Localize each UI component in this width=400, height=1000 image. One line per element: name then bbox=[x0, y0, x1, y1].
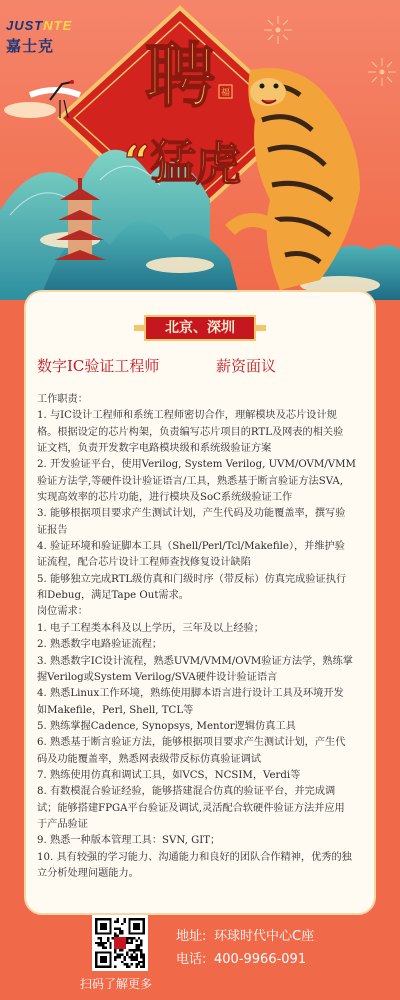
contact-info bbox=[176, 925, 314, 971]
job-title: 数字IC验证工程师 bbox=[37, 357, 160, 375]
description-line: 8. 有数模混合验证经验，能够搭建混合仿真的验证平台，并完成调 bbox=[37, 786, 336, 798]
address-row bbox=[176, 925, 314, 948]
description-line: 3. 能够根据项目要求产生测试计划，产生代码及功能覆盖率，撰写验 bbox=[37, 508, 346, 520]
seal-char: 福 bbox=[220, 88, 231, 98]
qr-code[interactable] bbox=[92, 915, 148, 971]
job-description bbox=[37, 392, 364, 882]
description-line: 4. 验证环境和验证脚本工具（Shell/Perl/Tcl/Makefile），并维护验 bbox=[37, 541, 345, 553]
address-value: 环球时代中心C座 bbox=[214, 929, 315, 944]
description-line: 格。根据设定的芯片构架，负责编写芯片项目的RTL及网表的相关验 bbox=[37, 426, 344, 438]
description-line: 2. 熟悉数字电路验证流程； bbox=[37, 639, 163, 651]
description-line: 4. 熟悉Linux工作环境，熟练使用脚本语言进行设计工具及环境开发 bbox=[37, 688, 344, 700]
address-label: 地址: bbox=[176, 929, 207, 944]
description-line: 验证方法学,等硬件设计验证语言/工具，熟悉基于断言验证方法SVA, bbox=[37, 475, 343, 487]
phone-row bbox=[176, 948, 314, 971]
description-line: 6. 熟悉基于断言验证方法，能够根据项目要求产生测试计划，产生代 bbox=[37, 737, 346, 749]
hero-subtitle-1: “猛 bbox=[123, 135, 197, 189]
description-line: 证报告 bbox=[37, 524, 68, 536]
description-line: 和Debug，满足Tape Out需求。 bbox=[37, 590, 189, 602]
salary-text: 薪资面议 bbox=[216, 357, 277, 375]
qr-caption: 扫码了解更多 bbox=[80, 977, 153, 991]
description-line: 9. 熟悉一种版本管理工具：SVN, GIT； bbox=[37, 835, 221, 847]
description-line: 如Makefile，Perl, Shell, TCL等 bbox=[37, 704, 194, 716]
description-line: 试；能够搭建FPGA平台验证及调试,灵活配合软硬件验证方法并应用 bbox=[37, 802, 345, 814]
phone-label: 电话: bbox=[176, 952, 207, 967]
description-line: 实现高效率的芯片功能，进行模块及SoC系统级验证工作 bbox=[37, 492, 293, 504]
description-line: 5. 熟练掌握Cadence, Synopsys, Mentor逻辑仿真工具 bbox=[37, 720, 296, 732]
description-line: 2. 开发验证平台，使用Verilog, System Verilog, UVM/OVM/VMM bbox=[37, 459, 356, 471]
company-logo bbox=[6, 18, 86, 58]
description-line: 3. 熟悉数字IC设计流程，熟悉UVM/VMM/OVM验证方法学，熟练掌 bbox=[37, 655, 353, 667]
description-line: 握Verilog或System Verilog/SVA硬件设计验证语言 bbox=[37, 671, 278, 683]
hero-subtitle-2: 虎 bbox=[195, 137, 241, 191]
description-line: 1. 电子工程类本科及以上学历，三年及以上经验； bbox=[37, 622, 264, 634]
description-line: 于产品验证 bbox=[37, 818, 88, 830]
cities-banner: 北京、深圳 bbox=[144, 315, 256, 341]
description-line: 5. 能够独立完成RTL级仿真和门级时序（带反标）仿真完成验证执行 bbox=[37, 573, 347, 585]
phone-value[interactable]: 400-9966-091 bbox=[214, 952, 307, 967]
description-line: 7. 熟练使用仿真和调试工具，如VCS，NCSIM，Verdi等 bbox=[37, 769, 301, 781]
description-line: 证流程，配合芯片设计工程师查找修复设计缺陷 bbox=[37, 557, 251, 569]
description-line: 码及功能覆盖率，熟悉网表级带反标仿真验证调试 bbox=[37, 753, 262, 765]
description-line: 立分析处理问题能力。 bbox=[37, 867, 139, 879]
logo-text-cn: 嘉士克 bbox=[6, 37, 55, 55]
qr-code-image bbox=[95, 918, 145, 968]
description-line: 1. 与IC设计工程师和系统工程师密切合作，理解模块及芯片设计规 bbox=[37, 410, 337, 422]
description-line: 工作职责： bbox=[37, 394, 88, 405]
description-line: 证文档，负责开发数字电路模块级和系统级验证方案 bbox=[37, 443, 272, 455]
description-line: 岗位需求： bbox=[37, 606, 88, 618]
description-line: 10. 具有较强的学习能力、沟通能力和良好的团队合作精神，优秀的独 bbox=[37, 851, 352, 863]
logo-text-en: JUSTNTE bbox=[6, 18, 73, 33]
hero-big-char: 聘 bbox=[145, 34, 215, 117]
